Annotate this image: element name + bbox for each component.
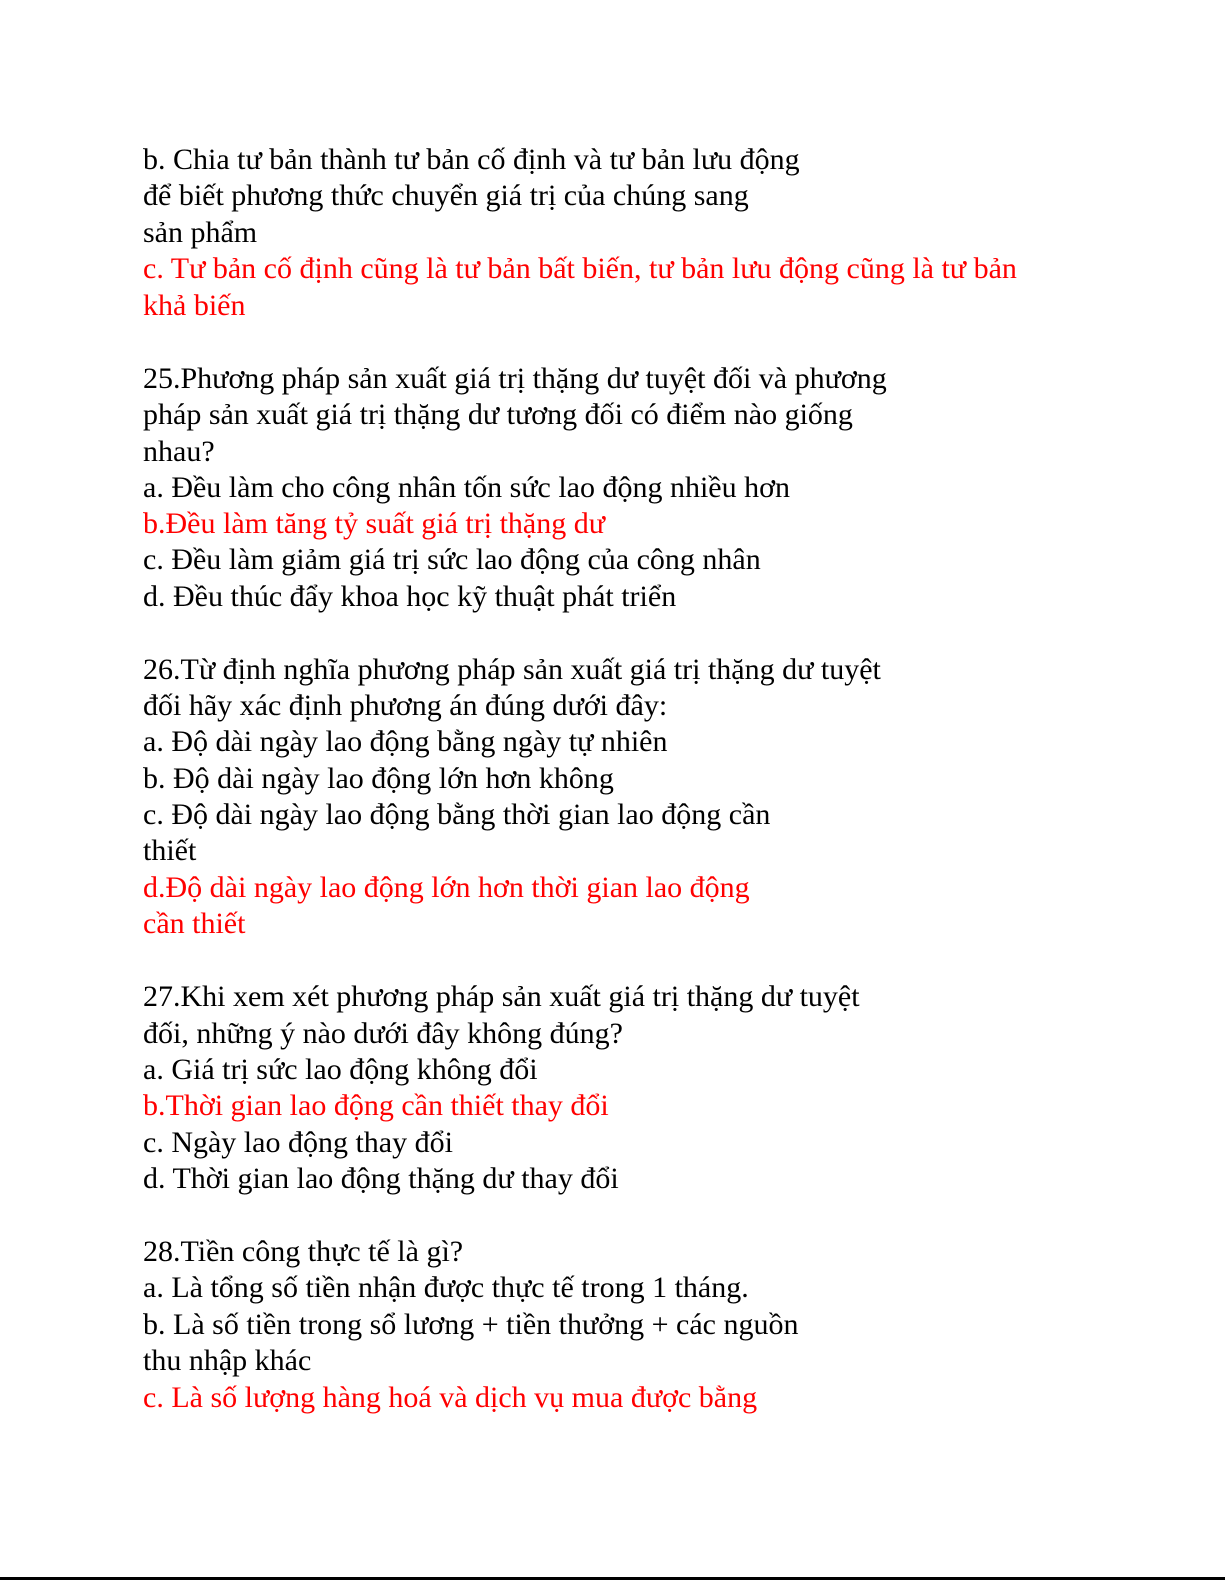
q28-option-b-line1: b. Là số tiền trong sổ lương + tiền thưởng + các nguồn — [143, 1308, 799, 1341]
q27-question-line2: đối, những ý nào dưới đây không đúng? — [143, 1017, 623, 1050]
q25-option-c: c. Đều làm giảm giá trị sức lao động của công nhân — [143, 543, 761, 576]
q26-option-c-line1: c. Độ dài ngày lao động bằng thời gian lao động cần — [143, 798, 771, 831]
q26-answer-d-line2: cần thiết — [143, 907, 246, 940]
q26-option-a: a. Độ dài ngày lao động bằng ngày tự nhiên — [143, 725, 668, 758]
q27-question-line1: 27.Khi xem xét phương pháp sản xuất giá trị thặng dư tuyệt — [143, 980, 860, 1013]
q26-option-b: b. Độ dài ngày lao động lớn hơn không — [143, 762, 614, 795]
q24-option-b-line1: b. Chia tư bản thành tư bản cố định và tư bản lưu động — [143, 143, 800, 176]
q26-answer-d-line1: d.Độ dài ngày lao động lớn hơn thời gian lao động — [143, 871, 750, 904]
q27-option-c: c. Ngày lao động thay đổi — [143, 1126, 453, 1159]
q24-option-b-line3: sản phẩm — [143, 216, 258, 249]
q27-answer-b: b.Thời gian lao động cần thiết thay đổi — [143, 1089, 609, 1122]
q25-question-line2: pháp sản xuất giá trị thặng dư tương đối có điểm nào giống — [143, 398, 853, 431]
q28-question: 28.Tiền công thực tế là gì? — [143, 1235, 464, 1268]
q28-answer-c: c. Là số lượng hàng hoá và dịch vụ mua được bằng — [143, 1381, 758, 1414]
q27-option-a: a. Giá trị sức lao động không đổi — [143, 1053, 538, 1086]
q26-question-line2: đối hãy xác định phương án đúng dưới đây: — [143, 689, 668, 722]
q24-option-b-line2: để biết phương thức chuyển giá trị của chúng sang — [143, 179, 749, 212]
q27-option-d: d. Thời gian lao động thặng dư thay đổi — [143, 1162, 619, 1195]
q28-option-a: a. Là tổng số tiền nhận được thực tế trong 1 tháng. — [143, 1271, 749, 1304]
q24-answer-c-line1: c. Tư bản cố định cũng là tư bản bất biến, tư bản lưu động cũng là tư bản — [143, 252, 1017, 285]
q25-answer-b: b.Đều làm tăng tỷ suất giá trị thặng dư — [143, 507, 605, 540]
q28-option-b-line2: thu nhập khác — [143, 1344, 312, 1377]
q25-option-d: d. Đều thúc đẩy khoa học kỹ thuật phát triển — [143, 580, 677, 613]
q26-option-c-line2: thiết — [143, 834, 197, 867]
q26-question-line1: 26.Từ định nghĩa phương pháp sản xuất giá trị thặng dư tuyệt — [143, 653, 881, 686]
q24-answer-c-line2: khả biến — [143, 289, 246, 322]
q25-option-a: a. Đều làm cho công nhân tốn sức lao động nhiều hơn — [143, 471, 790, 504]
page-bottom-rule — [0, 1577, 1225, 1580]
q25-question-line3: nhau? — [143, 435, 215, 468]
q25-question-line1: 25.Phương pháp sản xuất giá trị thặng dư tuyệt đối và phương — [143, 362, 887, 395]
